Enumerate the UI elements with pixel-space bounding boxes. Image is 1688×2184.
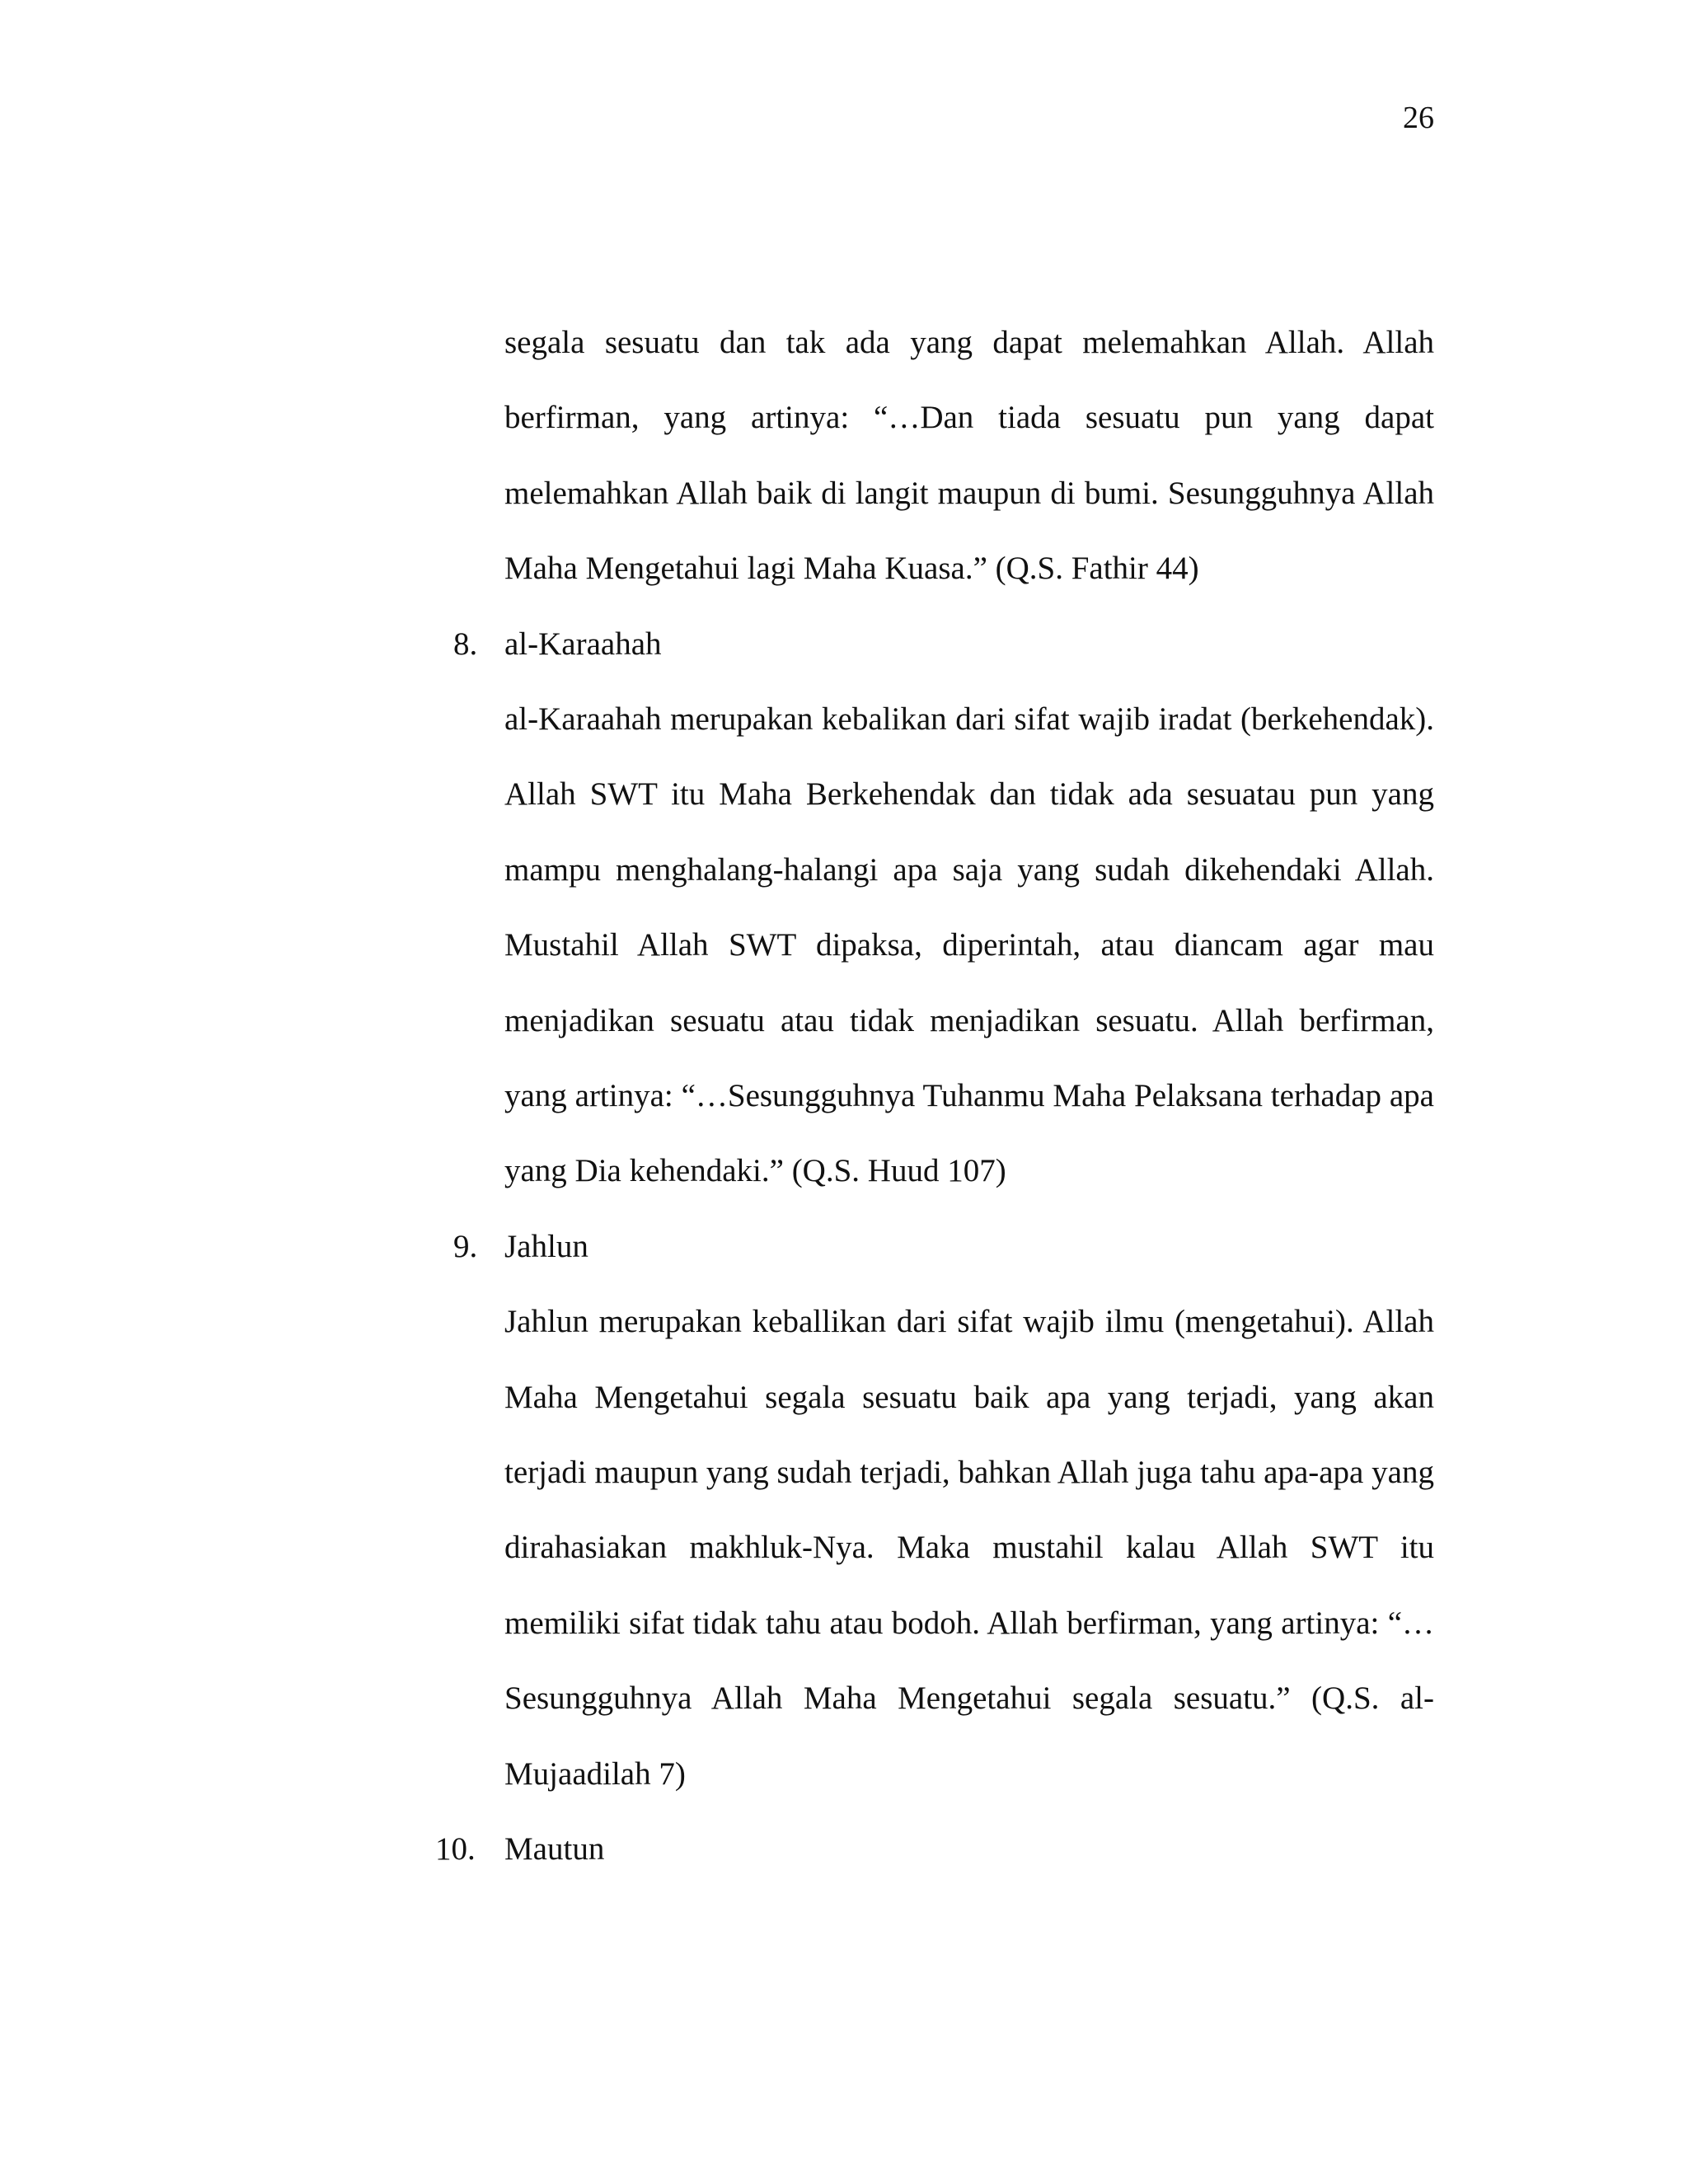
page-number: 26 — [1403, 101, 1434, 135]
list-item-paragraph-8: al-Karaahah merupakan kebalikan dari sifat wajib iradat (berkehendak). Allah SWT itu Maha Berkehendak dan tidak ada sesuatau pun yang mampu menghalang-halangi apa saja yang sudah dikehendaki Allah. Mustahil Allah SWT dipaksa, diperintah, atau diancam agar mau menjadikan sesuatu atau tidak menjadikan sesuatu. Allah berfirman, yang artinya: “…Sesungguhnya Tuhanmu Maha Pelaksana terhadap apa yang Dia kehendaki.” (Q.S. Huud 107) — [504, 701, 1434, 1189]
list-item-heading-10 — [435, 1811, 1434, 1886]
list-item-number: 8. — [453, 626, 478, 662]
list-item-paragraph-9: Jahlun merupakan keballikan dari sifat wajib ilmu (mengetahui). Allah Maha Mengetahui segala sesuatu baik apa yang terjadi, yang akan terjadi maupun yang sudah terjadi, bahkan Allah juga tahu apa-apa yang dirahasiakan makhluk-Nya. Maka mustahil kalau Allah SWT itu memiliki sifat tidak tahu atau bodoh. Allah berfirman, yang artinya: “…Sesungguhnya Allah Maha Mengetahui segala sesuatu.” (Q.S. al-Mujaadilah 7) — [504, 1304, 1434, 1792]
list-item-title: Mautun — [504, 1831, 605, 1868]
list-item-heading-8 — [453, 607, 1434, 682]
page-body — [435, 305, 1434, 1886]
list-item-title: al-Karaahah — [504, 626, 662, 662]
list-item-number: 9. — [453, 1228, 478, 1264]
intro-paragraph: segala sesuatu dan tak ada yang dapat melemahkan Allah. Allah berfirman, yang artinya: “…Dan tiada sesuatu pun yang dapat melemahkan Allah baik di langit maupun di bumi. Sesungguhnya Allah Maha Mengetahui lagi Maha Kuasa.” (Q.S. Fathir 44) — [504, 325, 1434, 587]
list-item-title: Jahlun — [504, 1228, 588, 1264]
list-item-number: 10. — [435, 1831, 476, 1868]
list-item-heading-9 — [453, 1209, 1434, 1284]
